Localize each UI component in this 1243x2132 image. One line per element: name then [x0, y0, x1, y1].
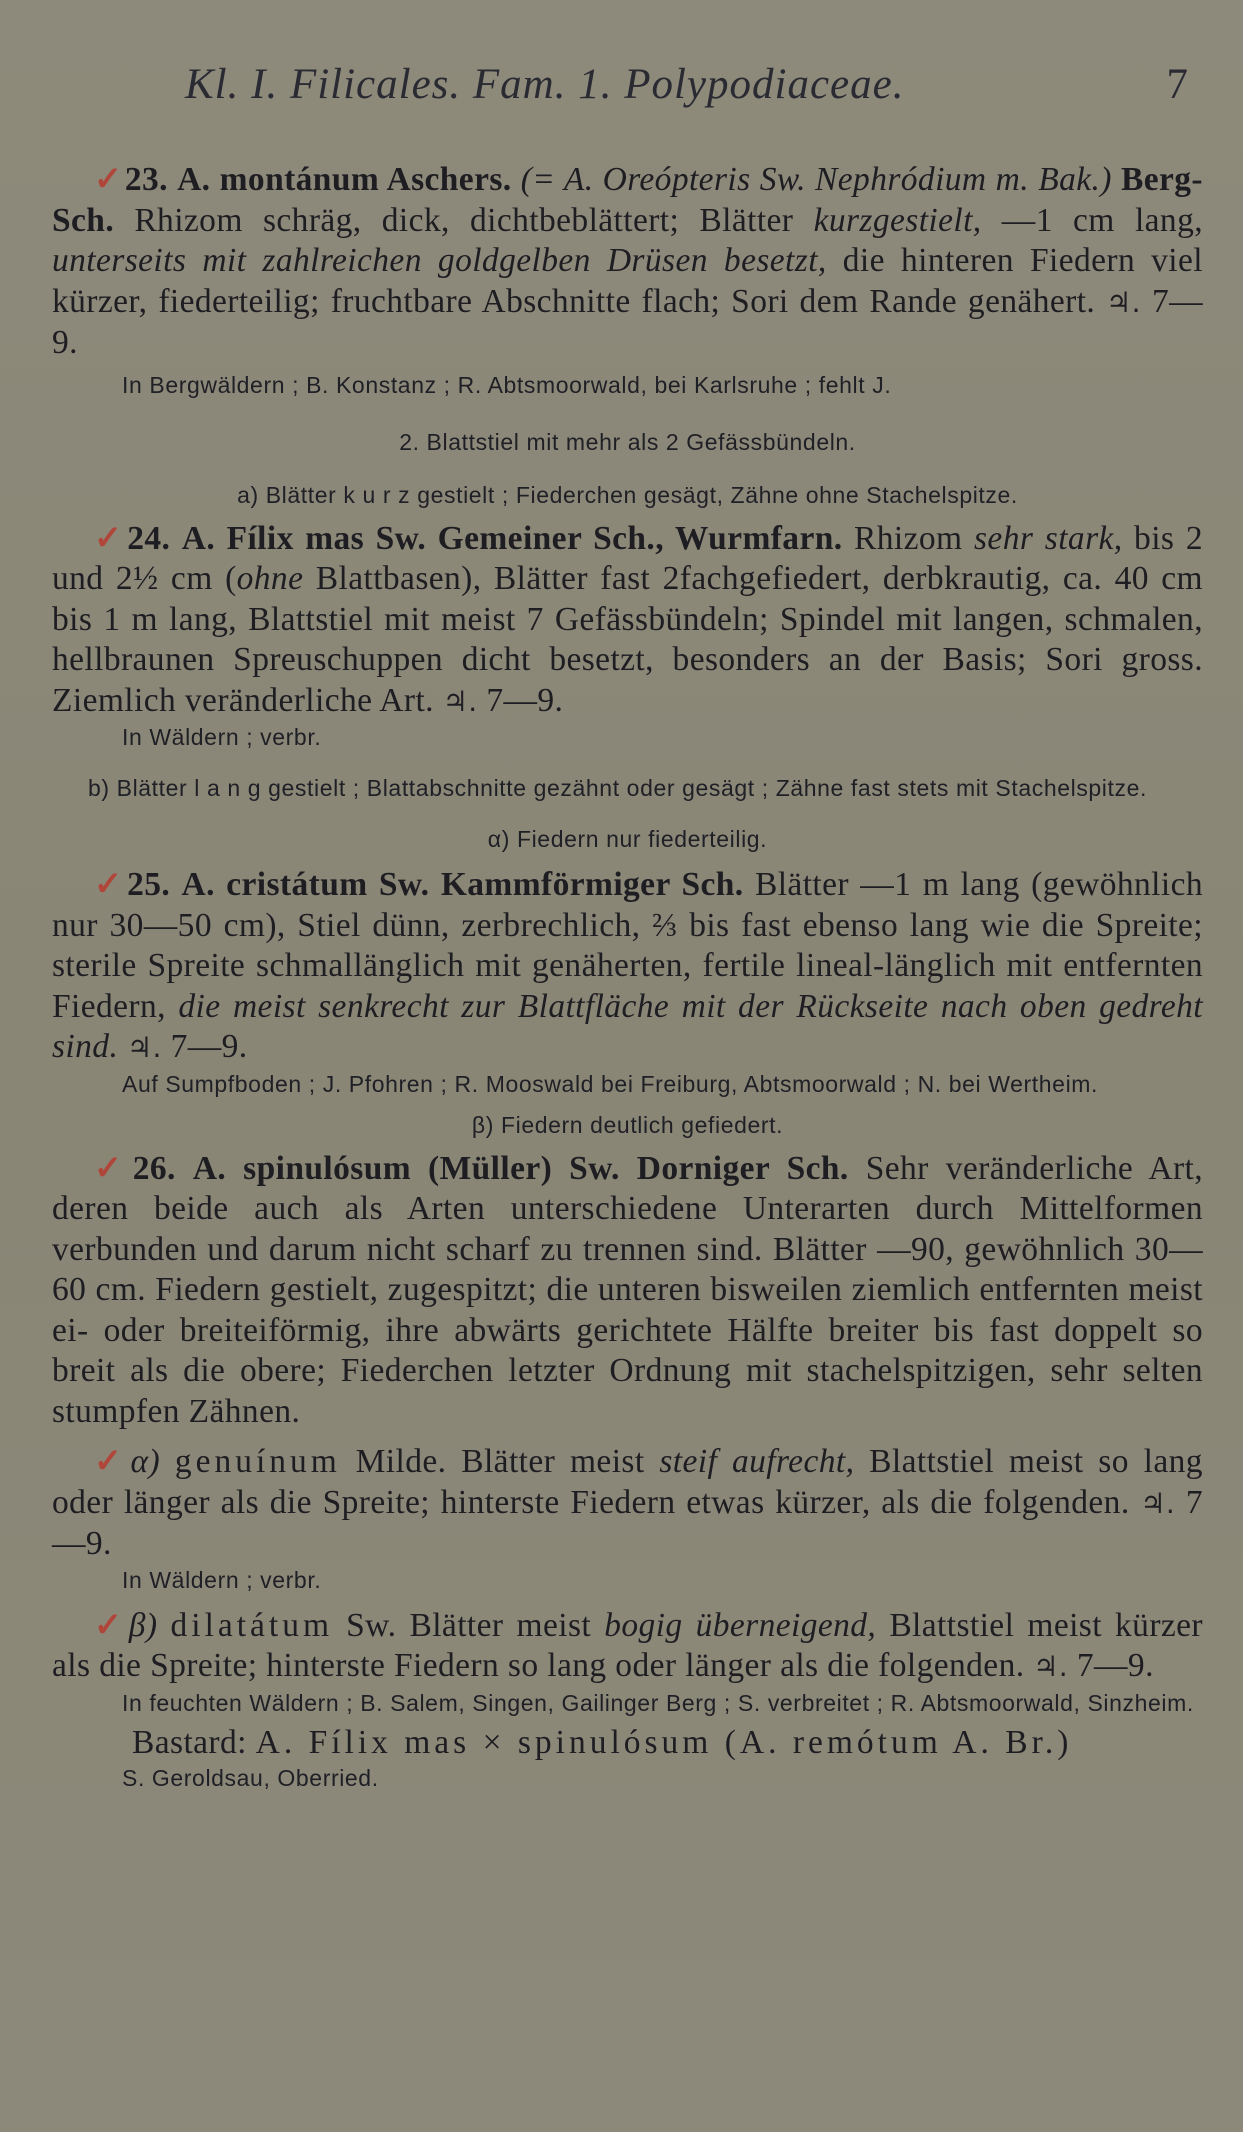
description: —1 cm lang, [1001, 201, 1204, 239]
description: Blätter —1 m lang (gewöhnlich nur 30—50 cm), Stiel dünn, zerbrechlich, ⅔ bis fast ebenso lang wie die Spreite; sterile Spreite schmallänglich mit genäherten, fertile lineal-länglich mit entfernten Fiedern, [52, 866, 1204, 1025]
locality: Auf Sumpfboden ; J. Pfohren ; R. Mooswald bei Freiburg, Abtsmoorwald ; N. bei Wertheim. [122, 1070, 1099, 1097]
check-mark-icon: ✓ [94, 1149, 131, 1187]
hybrid-entry [132, 1723, 1203, 1764]
flowering-months: 7—9. [170, 1028, 248, 1065]
perennial-symbol: ♃. [127, 1031, 162, 1064]
description: Blätter meist [409, 1606, 592, 1644]
entry-number: 25. [127, 866, 171, 903]
description: Rhizom schräg, dick, dichtbeblättert; Blätter [134, 201, 794, 239]
header-title: Kl. I. Filicales. Fam. 1. Polypodiaceae. [185, 61, 905, 108]
description-italic: steif aufrecht, [659, 1443, 855, 1480]
description-italic: unterseits mit zahlreichen goldgelben Drüsen besetzt, [52, 242, 827, 279]
locality: In Bergwäldern ; B. Konstanz ; R. Abtsmoorwald, bei Karlsruhe ; fehlt J. [122, 371, 892, 398]
description-italic: bogig überneigend, [604, 1606, 877, 1644]
perennial-symbol: ♃. [1033, 1650, 1069, 1683]
key-line: a) Blätter k u r z gestielt ; Fiederchen gesägt, Zähne ohne Stachelspitze. [237, 481, 1018, 508]
key-line: b) Blätter l a n g gestielt ; Blattabschnitte gezähnt oder gesägt ; Zähne fast stets mit Stachelspitze. [87, 775, 1147, 801]
check-mark-icon: ✓ [94, 866, 126, 903]
description: Rhizom [854, 519, 963, 557]
entry-24 [52, 519, 1203, 723]
perennial-symbol: ♃. [442, 684, 478, 718]
entry-number: 26. [132, 1149, 176, 1187]
species-name: A. spinulósum (Müller) Sw. [192, 1149, 620, 1187]
description-italic: kurzgestielt, [813, 201, 982, 239]
description: Sehr veränderliche Art, deren beide auch als Arten unterschiedene Unterarten durch Mittelformen verbunden und darum nicht scharf zu trennen sind. Blätter —90, gewöhnlich 30—60 cm. Fiedern gestielt, zugespitzt; die unteren bisweilen ziemlich entfernten meist ei- oder breiteiförmig, ihre abwärts gerichtete Hälfte breiter bis fast doppelt so breit als die obere; Fiederchen letzter Ordnung mit stachelspitzigen, sehr selten stumpfen Zähnen. [52, 1149, 1203, 1430]
entry-25 [52, 865, 1203, 1069]
synonym: (= A. Oreópteris Sw. Nephródium m. Bak.) [520, 161, 1112, 198]
entry-number: 23. [124, 161, 168, 198]
locality: In Wäldern ; verbr. [122, 1566, 322, 1593]
locality: S. Geroldsau, Oberried. [122, 1765, 379, 1791]
key-line: β) Fiedern deutlich gefiedert. [471, 1111, 784, 1138]
common-name: Gemeiner Sch., Wurmfarn. [437, 519, 843, 557]
subspecies-name: genuínum [174, 1443, 341, 1480]
flowering-months: 7—9. [1076, 1647, 1154, 1684]
subspecies-dilatatum [52, 1606, 1203, 1688]
description: Blätter meist [461, 1443, 645, 1480]
description-italic: sehr stark, [974, 519, 1123, 557]
description: Blattstiel meist kürzer als die Spreite; hinterste Fiedern so lang oder länger als die folgenden. [52, 1606, 1203, 1684]
subspecies-letter: β) [128, 1606, 158, 1644]
flowering-months: 7—9. [486, 681, 564, 719]
locality: In feuchten Wäldern ; B. Salem, Singen, Gailinger Berg ; S. verbreitet ; R. Abtsmoorwald, Sinzheim. [122, 1689, 1194, 1716]
author: Milde. [355, 1443, 447, 1480]
running-header [52, 60, 1203, 120]
description: bis 2 und 2½ cm ( [52, 519, 1203, 597]
key-line: α) Fiedern nur fiederteilig. [487, 826, 768, 852]
subspecies-name: dilatátum [170, 1606, 334, 1644]
common-name: Berg-Sch. [52, 161, 1203, 239]
hybrid-name: A. Fílix mas × spinulósum (A. remótum A. Br.) [255, 1723, 1073, 1761]
check-mark-icon: ✓ [94, 161, 123, 198]
check-mark-icon: ✓ [94, 519, 126, 557]
subspecies-genuinum [52, 1442, 1203, 1565]
flowering-months: 7—9. [52, 282, 1203, 361]
description-italic: ohne [236, 560, 304, 597]
subspecies-letter: α) [130, 1443, 161, 1480]
species-name: A. cristátum Sw. [181, 866, 430, 903]
check-mark-icon: ✓ [94, 1443, 129, 1480]
hybrid-label: Bastard: [132, 1723, 247, 1761]
entry-23 [52, 160, 1203, 364]
perennial-symbol: ♃. [1140, 1486, 1176, 1520]
entry-26 [52, 1149, 1203, 1433]
entry-number: 24. [127, 519, 171, 557]
page-number: 7 [1166, 61, 1188, 108]
description: Blattstiel meist so lang oder länger als die Spreite; hinterste Fiedern etwas kürzer, als die folgenden. [52, 1443, 1203, 1521]
flowering-months: 7—9. [52, 1483, 1203, 1562]
common-name: Dorniger Sch. [636, 1149, 849, 1187]
common-name: Kammförmiger Sch. [440, 866, 744, 903]
species-name: A. Fílix mas Sw. [181, 519, 427, 557]
species-name: A. montánum Aschers. [177, 161, 512, 198]
key-line: 2. Blattstiel mit mehr als 2 Gefässbündeln. [399, 428, 856, 455]
author: Sw. [346, 1606, 397, 1644]
description: die hinteren Fiedern viel kürzer, fiederteilig; fruchtbare Abschnitte flach; Sori dem Rande genähert. [52, 242, 1203, 320]
perennial-symbol: ♃. [1106, 285, 1141, 319]
check-mark-icon: ✓ [94, 1606, 127, 1644]
locality: In Wäldern ; verbr. [122, 724, 322, 750]
description-italic: die meist senkrecht zur Blattfläche mit der Rückseite nach oben gedreht sind. [52, 987, 1203, 1065]
description: Blattbasen), Blätter fast 2fachgefiedert, derbkrautig, ca. 40 cm bis 1 m lang, Blattstiel mit meist 7 Gefässbündeln; Spindel mit langen, schmalen, hellbraunen Spreuschuppen dicht besetzt, besonders an der Basis; Sori gross. Ziemlich veränderliche Art. [52, 560, 1203, 719]
